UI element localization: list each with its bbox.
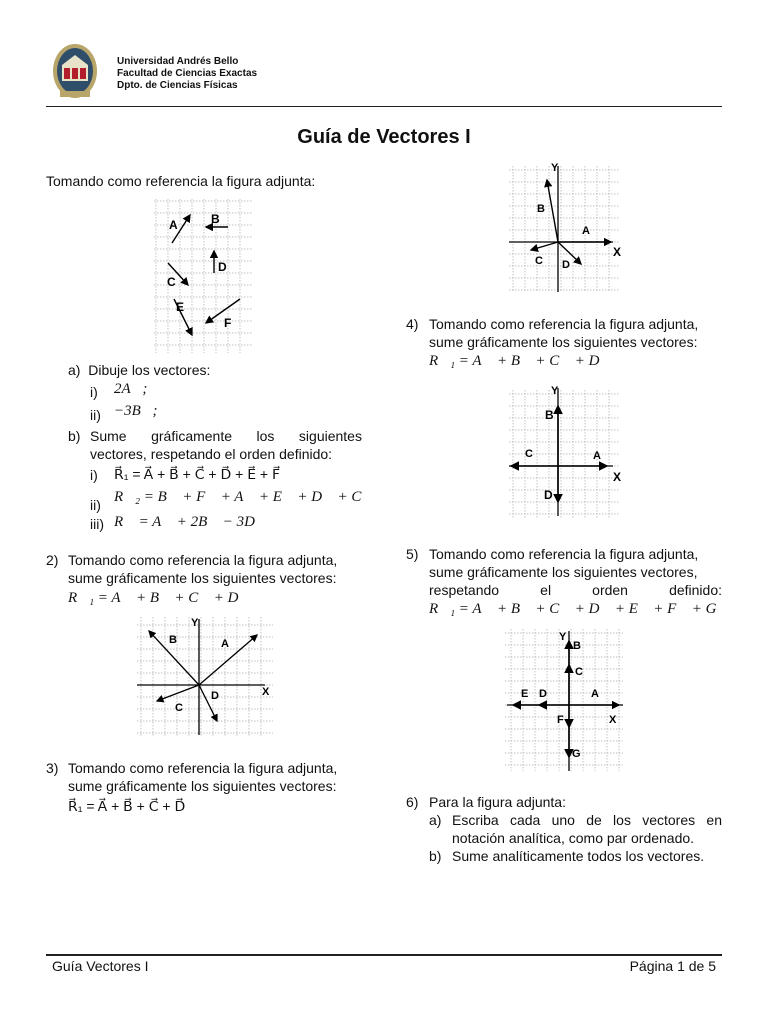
- figure-5: [505, 627, 627, 778]
- page-title: Guía de Vectores I: [297, 126, 471, 148]
- faculty-name: Facultad de Ciencias Exactas: [117, 68, 258, 79]
- label-e: E: [176, 300, 185, 314]
- label-a: A: [591, 688, 599, 700]
- p4-num: 4): [406, 316, 419, 332]
- p6-a-line2: notación analítica, como par ordenado.: [452, 830, 695, 846]
- label-a: A: [593, 450, 601, 462]
- label-d: D: [218, 260, 227, 274]
- label-x: X: [613, 470, 622, 484]
- university-logo: [52, 43, 98, 103]
- p5-num: 5): [406, 546, 419, 562]
- label-c: C: [167, 275, 176, 289]
- figure-3: [509, 160, 627, 297]
- p3-expr: R⃗₁ = A⃗ + B⃗ + C⃗ + D⃗: [68, 798, 186, 814]
- label-b: B: [211, 212, 220, 226]
- p1-b-i-label: i): [90, 467, 98, 483]
- vector-c: [531, 242, 558, 250]
- label-d: D: [539, 688, 547, 700]
- p6-num: 6): [406, 794, 419, 810]
- p6-b-text: Sume analíticamente todos los vectores.: [452, 848, 705, 864]
- vector-c: [157, 685, 199, 701]
- header-rule: [46, 106, 722, 107]
- p1-b-ii-expr: R⃗₂ = B⃗ + F⃗ + A⃗ + E⃗ + D⃗ + C⃗: [114, 489, 373, 505]
- p2-expr: R⃗₁ = A⃗ + B⃗ + C⃗ + D⃗: [68, 590, 251, 606]
- footer-left: Guía Vectores I: [52, 958, 149, 974]
- p2-line1: Tomando como referencia la figura adjunta,: [68, 552, 338, 568]
- label-x: X: [613, 245, 622, 259]
- label-b: B: [573, 640, 581, 652]
- p5-expr: R⃗₁ = A⃗ + B⃗ + C⃗ + D⃗ + E⃗ + F⃗ + G⃗: [429, 601, 729, 617]
- p5-line3: respetando el orden definido:: [429, 582, 722, 598]
- label-a: A: [169, 218, 178, 232]
- department-name: Dpto. de Ciencias Físicas: [117, 80, 238, 91]
- footer-rule: [46, 954, 722, 956]
- label-f: F: [557, 714, 564, 726]
- label-b: B: [537, 203, 545, 215]
- label-y: Y: [551, 162, 559, 174]
- p3-line2: sume gráficamente los siguientes vectores:: [68, 778, 337, 794]
- p1-b-line2: vectores, respetando el orden definido:: [90, 446, 333, 462]
- label-c: C: [525, 448, 533, 460]
- p3-num: 3): [46, 760, 59, 776]
- label-d: D: [211, 690, 219, 702]
- p5-line2: sume gráficamente los siguientes vectores,: [429, 564, 698, 580]
- p1-b-ii-label: ii): [90, 497, 101, 513]
- p5-line1: Tomando como referencia la figura adjunta,: [429, 546, 699, 562]
- header-text: [117, 56, 257, 92]
- university-name: Universidad Andrés Bello: [117, 56, 239, 67]
- vector-f: [206, 299, 240, 323]
- p1-a-ii: ii): [90, 407, 101, 423]
- label-g: G: [572, 748, 581, 760]
- label-b: B: [545, 408, 554, 422]
- p2-line2: sume gráficamente los siguientes vectores:: [68, 570, 337, 586]
- p6-b-label: b): [429, 848, 442, 864]
- label-f: F: [224, 316, 232, 330]
- p3-line1: Tomando como referencia la figura adjunta,: [68, 760, 338, 776]
- figure-4: [509, 382, 625, 523]
- p1-a-i-expr: 2A⃗;: [114, 381, 148, 397]
- p1-b-iii-label: iii): [90, 516, 104, 532]
- label-x: X: [609, 714, 617, 726]
- label-x: X: [262, 686, 270, 698]
- p6-a-label: a): [429, 812, 442, 828]
- label-e: E: [521, 688, 529, 700]
- p6-a-line1: Escriba cada uno de los vectores en: [452, 812, 722, 828]
- p1-a-ii-expr: −3B⃗;: [114, 403, 158, 419]
- label-d: D: [562, 259, 570, 271]
- p1-b-i-expr: R⃗₁ = A⃗ + B⃗ + C⃗ + D⃗ + E⃗ + F⃗: [114, 466, 281, 482]
- figure-1: [154, 199, 252, 358]
- footer-right: Página 1 de 5: [629, 958, 716, 974]
- label-d: D: [544, 488, 553, 502]
- p4-expr: R⃗₁ = A⃗ + B⃗ + C⃗ + D⃗: [429, 353, 612, 369]
- intro-text: Tomando como referencia la figura adjunta:: [46, 173, 316, 189]
- label-c: C: [175, 702, 183, 714]
- p6-line1: Para la figura adjunta:: [429, 794, 566, 810]
- p4-line2: sume gráficamente los siguientes vectores:: [429, 334, 698, 350]
- p2-num: 2): [46, 552, 59, 568]
- label-a: A: [582, 225, 590, 237]
- label-y: Y: [191, 617, 199, 629]
- p1-b-iii-expr: R⃗ = A⃗ + 2B⃗ − 3D⃗: [114, 514, 267, 530]
- figure-2: [137, 617, 273, 742]
- p1-a-i: i): [90, 384, 98, 400]
- p1-b-label: b): [68, 428, 81, 444]
- label-y: Y: [551, 385, 559, 397]
- label-b: B: [169, 634, 177, 646]
- label-c: C: [575, 666, 583, 678]
- p1-a: a) Dibuje los vectores:: [68, 362, 211, 378]
- p4-line1: Tomando como referencia la figura adjunta,: [429, 316, 699, 332]
- label-a: A: [221, 638, 229, 650]
- p1-b-line1: Sume gráficamente los siguientes: [90, 428, 362, 444]
- label-c: C: [535, 255, 543, 267]
- label-y: Y: [559, 631, 567, 643]
